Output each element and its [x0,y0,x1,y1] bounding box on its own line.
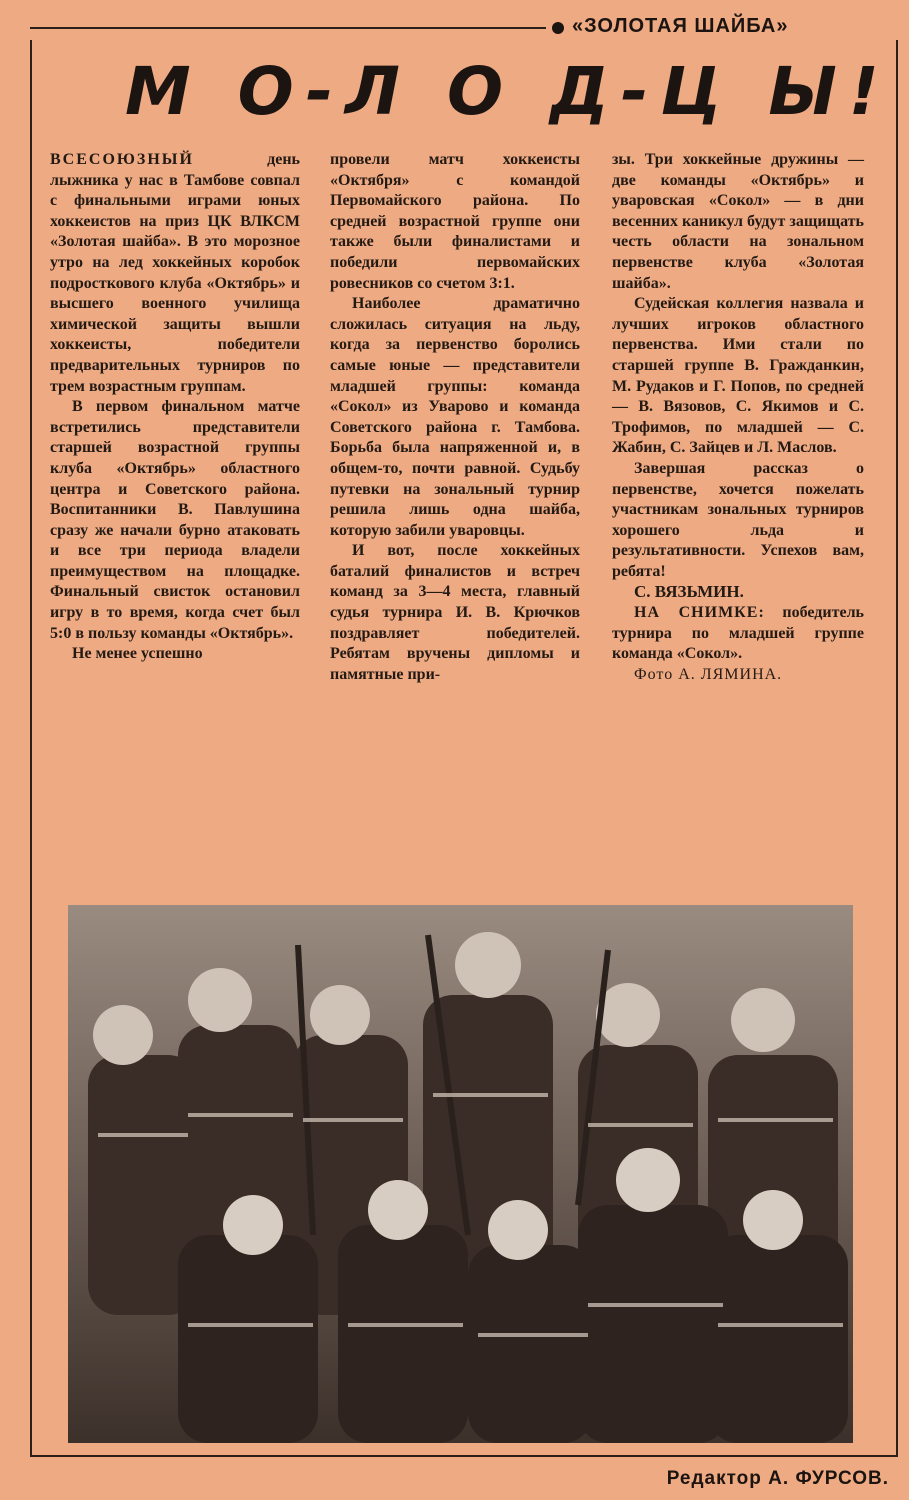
article-paragraph-5-cont: зы. Три хоккейные дружины — две команды «Октябрь» и уваровская «Сокол» — в дни весенних каникул будут защищать честь области на зональном первенстве клуба «Золотая шайба». [612,151,864,292]
article-paragraph-6: Судейская коллегия назвала и лучших игроков областного первенства. Ими стали по старшей группе В. Гражданкин, М. Рудаков и Г. Попов, по средней — В. Вязовов, С. Якимов и С. Трофимов, по младшей — С. Жабин, С. Зайцев и Л. Маслов. [612,295,864,457]
team-photo [68,905,853,1443]
photo-credit: Фото А. ЛЯМИНА. [634,665,783,683]
headline: М О-Л О Д-Ц Ы! [125,53,891,130]
article-column-2 [330,150,580,685]
article-paragraph-2: В первом финальном матче встретились представители старшей возрастной группы клуба «Октябрь» областного центра и Советского района. Воспитанники В. Павлушина сразу же начали бурно атаковать и все три периода владели преимуществом на площадке. Финальный свисток остановил игру в то время, когда счет был 5:0 в пользу команды «Октябрь». [50,398,300,642]
paragraph-text: день лыжника у нас в Тамбове совпал с финальными играми юных хоккеистов на приз ЦК ВЛКСМ «Золотая шайба». В это морозное утро на лед хоккейных коробок подросткового клуба «Октябрь» и высшего военного училища химической защиты вышли хоккеисты, победители предварительных турниров по трем возрастным группам. [50,151,300,395]
rubric-rule [30,27,546,29]
rubric-title: «ЗОЛОТАЯ ШАЙБА» [572,15,789,37]
lead-word: ВСЕСОЮЗНЫЙ [50,151,194,168]
team-photo-image [68,905,853,1443]
article-column-1 [50,150,300,665]
article-column-3 [612,150,864,685]
article-paragraph-3-cont: провели матч хоккеисты «Октября» с командой Первомайского района. По средней возрастной группе они также были финалистами и победили первомайских ровесников со счетом 3:1. [330,151,580,292]
caption-label: НА СНИМКЕ: [634,604,765,622]
rubric-bullet-icon [552,22,564,34]
article-paragraph-1 [50,150,300,397]
caption-text: победитель турнира по младшей группе команда «Сокол». [612,604,864,663]
article-paragraph-4: Наиболее драматично сложилась ситуация на льду, когда за первенство боролись самые юные — представители младшей группы: команда «Сокол» из Уварово и команда Советского района г. Тамбова. Борьба была напряженной и, в общем-то, почти равной. Судьбу путевки на зональный турнир решила лишь одна шайба, которую забили уваровцы. [330,295,580,539]
editor-credit: Редактор А. ФУРСОВ. [666,1468,889,1489]
article-paragraph-3-start: Не менее успешно [72,645,203,663]
photo-caption [612,603,864,665]
article-paragraph-5-start: И вот, после хоккейных баталий финалистов и встреч команд за 3—4 места, главный судья турнира И. В. Крючков поздравляет победителей. Ребятам вручены дипломы и памятные при- [330,542,580,683]
article-paragraph-7: Завершая рассказ о первенстве, хочется пожелать участникам зональных турниров хорошего льда и результативности. Успехов вам, ребята! [612,459,864,580]
author-signature: С. ВЯЗЬМИН. [634,582,744,602]
